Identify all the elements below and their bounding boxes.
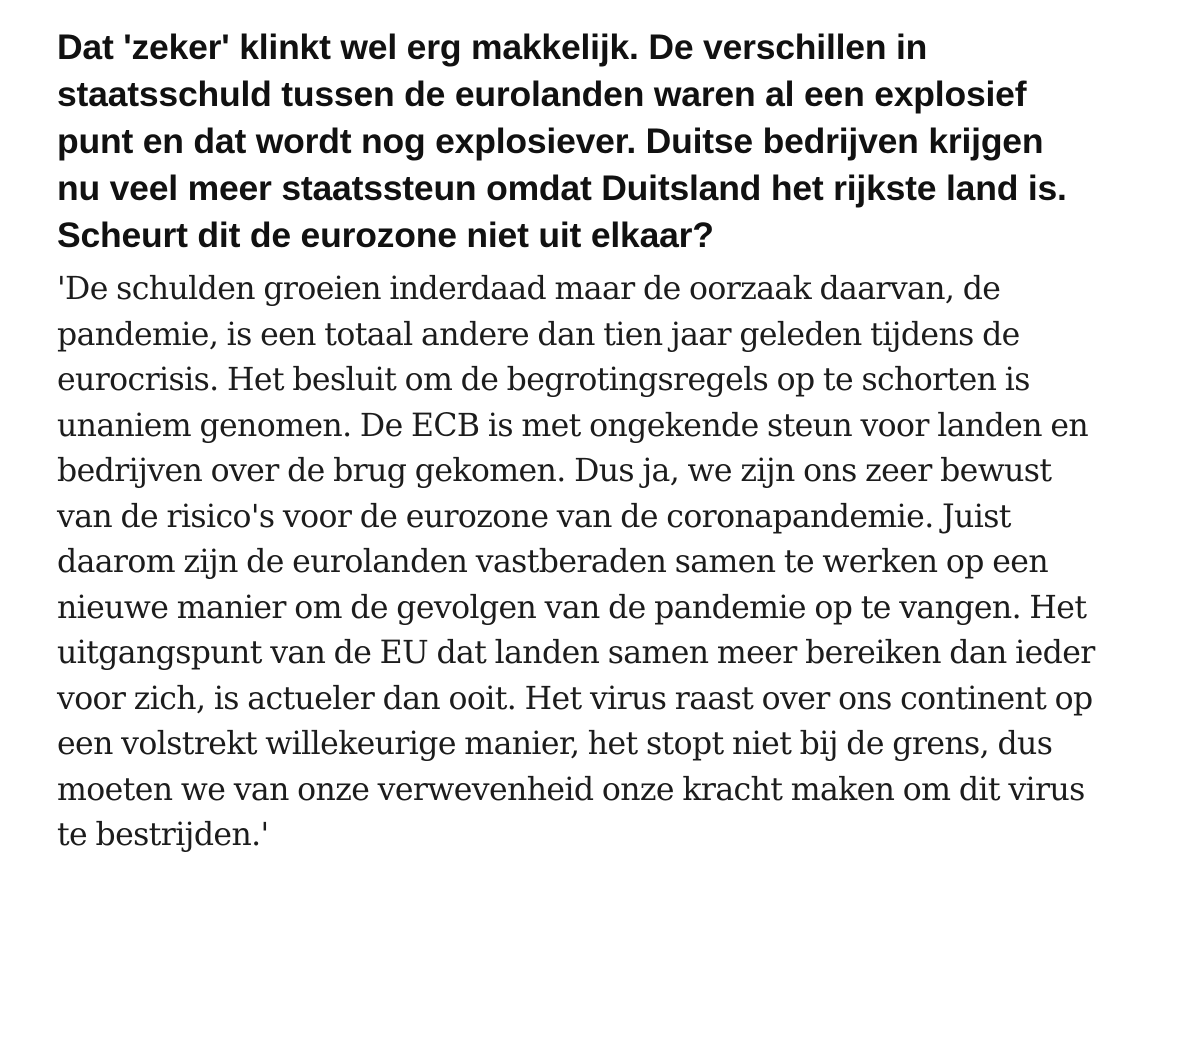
answer-line: nieuwe manier om de gevolgen van de pandemie op te vangen. Het xyxy=(57,589,1087,626)
answer-line: voor zich, is actueler dan ooit. Het virus raast over ons continent op xyxy=(57,680,1093,717)
answer-line: moeten we van onze verwevenheid onze kracht maken om dit virus xyxy=(57,771,1085,808)
answer-line: een volstrekt willekeurige manier, het stopt niet bij de grens, dus xyxy=(57,726,1053,762)
answer-line: te bestrijden.' xyxy=(57,817,269,853)
answer-line: eurocrisis. Het besluit om de begrotingsregels op te schorten is xyxy=(57,362,1030,398)
answer-line: unaniem genomen. De ECB is met ongekende steun voor landen en xyxy=(57,407,1089,444)
interview-question xyxy=(57,24,1197,259)
answer-line: van de risico's voor de eurozone van de coronapandemie. Juist xyxy=(57,498,1011,535)
question-line: staatsschuld tussen de eurolanden waren al een explosief xyxy=(57,74,1027,114)
answer-line: 'De schulden groeien inderdaad maar de oorzaak daarvan, de xyxy=(57,271,1001,307)
article-excerpt xyxy=(57,24,1197,859)
question-line: Scheurt dit de eurozone niet uit elkaar? xyxy=(57,215,714,255)
interview-answer xyxy=(57,267,1197,859)
question-line: Dat 'zeker' klinkt wel erg makkelijk. De verschillen in xyxy=(57,27,928,67)
answer-line: bedrijven over de brug gekomen. Dus ja, we zijn ons zeer bewust xyxy=(57,453,1052,489)
answer-line: daarom zijn de eurolanden vastberaden samen te werken op een xyxy=(57,544,1049,580)
answer-line: uitgangspunt van de EU dat landen samen meer bereiken dan ieder xyxy=(57,635,1095,671)
question-line: punt en dat wordt nog explosiever. Duitse bedrijven krijgen xyxy=(57,121,1044,161)
question-line: nu veel meer staatssteun omdat Duitsland het rijkste land is. xyxy=(57,168,1067,208)
answer-line: pandemie, is een totaal andere dan tien jaar geleden tijdens de xyxy=(57,316,1020,353)
